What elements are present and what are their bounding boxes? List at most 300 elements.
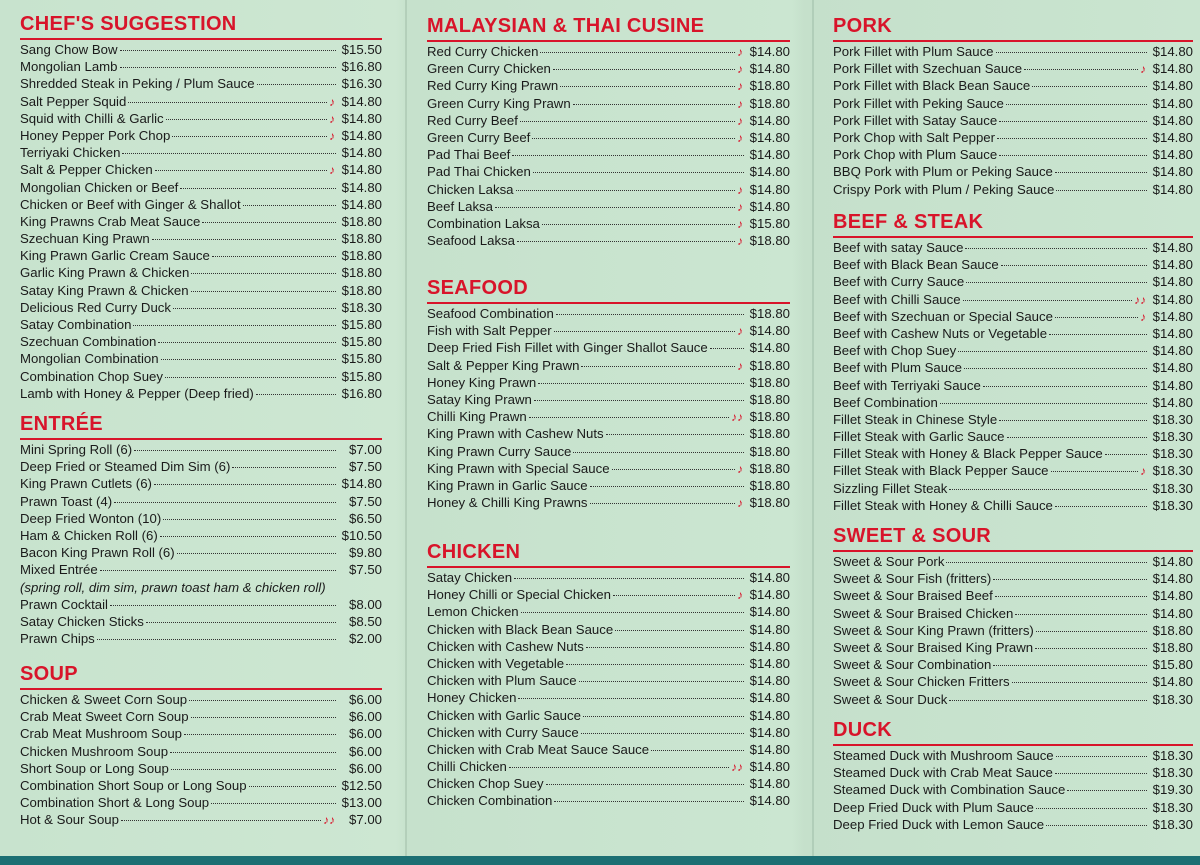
menu-item-price: $14.80 [1152, 164, 1193, 180]
menu-item-name: Satay Chicken Sticks [20, 613, 144, 629]
menu-item [427, 603, 790, 620]
menu-item [427, 569, 790, 586]
menu-item-price: $14.80 [1152, 147, 1193, 163]
section-divider [833, 236, 1193, 238]
menu-item-price: $8.00 [348, 596, 382, 612]
chili-icon: ♪ [737, 199, 743, 214]
menu-item [427, 477, 790, 494]
menu-item [833, 747, 1193, 764]
menu-item-name: Chicken Combination [427, 793, 553, 809]
dot-leader [554, 330, 735, 332]
dot-leader [710, 347, 744, 349]
menu-item-price: $18.80 [749, 233, 790, 249]
dot-leader [152, 238, 336, 240]
dot-leader [606, 433, 744, 435]
menu-item-price: $14.80 [749, 724, 790, 740]
menu-item-price: $14.80 [749, 147, 790, 163]
menu-item [427, 391, 790, 408]
menu-item [833, 781, 1193, 798]
menu-item-price: $6.00 [348, 743, 382, 759]
dot-leader [532, 137, 735, 139]
section-chicken [427, 540, 790, 810]
dot-leader [1105, 453, 1147, 455]
menu-item-name: Mixed Entrée [20, 562, 98, 578]
menu-item-price: $2.00 [348, 631, 382, 647]
dot-leader [189, 699, 336, 701]
menu-item-name: Pork Fillet with Peking Sauce [833, 95, 1004, 111]
menu-item-price: $14.80 [749, 776, 790, 792]
menu-item [20, 110, 382, 127]
chili-icon: ♪♪ [731, 760, 743, 775]
dot-leader [1006, 103, 1147, 105]
dot-leader [514, 577, 744, 579]
menu-item-price: $19.30 [1152, 782, 1193, 798]
dot-leader [1012, 681, 1147, 683]
dot-leader [1055, 505, 1147, 507]
chili-icon: ♪ [737, 234, 743, 249]
menu-item-name: Honey Pepper Pork Chop [20, 127, 171, 143]
menu-item-name: King Prawn with Cashew Nuts [427, 426, 604, 442]
dot-leader [165, 376, 336, 378]
dot-leader [509, 766, 729, 768]
menu-item-name: Sweet & Sour Chicken Fritters [833, 674, 1010, 690]
dot-leader [999, 120, 1147, 122]
menu-item [20, 510, 382, 527]
menu-item-name: Chicken with Plum Sauce [427, 673, 577, 689]
menu-item-price: $18.30 [1152, 691, 1193, 707]
menu-item-name: Combination Short Soup or Long Soup [20, 777, 247, 793]
dot-leader [170, 751, 336, 753]
menu-item-price: $14.80 [1152, 343, 1193, 359]
dot-leader [161, 358, 336, 360]
menu-item-name: Beef Laksa [427, 198, 493, 214]
menu-item-price: $14.80 [749, 129, 790, 145]
menu-item [427, 43, 790, 60]
menu-item [833, 497, 1193, 514]
section-divider [427, 40, 790, 42]
menu-item-name: Seafood Laksa [427, 233, 515, 249]
menu-item [427, 724, 790, 741]
dot-leader [166, 118, 327, 120]
dot-leader [573, 451, 744, 453]
menu-item-name: King Prawn Curry Sauce [427, 443, 572, 459]
chili-icon: ♪ [737, 588, 743, 603]
menu-item-price: $14.80 [749, 741, 790, 757]
menu-item-name: Chilli Chicken [427, 759, 507, 775]
dot-leader [533, 171, 744, 173]
menu-item-name: Red Curry King Prawn [427, 78, 559, 94]
menu-item [833, 181, 1193, 198]
dot-leader [586, 646, 744, 648]
menu-item [427, 460, 790, 477]
section-divider [20, 688, 382, 690]
menu-item [20, 93, 382, 110]
chili-icon: ♪ [737, 113, 743, 128]
dot-leader [121, 819, 321, 821]
menu-item-price: $14.80 [749, 570, 790, 585]
menu-item-name: Green Curry Beef [427, 129, 531, 145]
menu-item [20, 794, 382, 811]
menu-item [20, 760, 382, 777]
menu-item [427, 621, 790, 638]
chili-icon: ♪ [737, 496, 743, 511]
dot-leader [949, 488, 1147, 490]
menu-item-price: $14.80 [341, 196, 382, 212]
menu-item-price: $7.50 [348, 493, 382, 509]
menu-item-price: $15.80 [341, 368, 382, 384]
menu-item-name: Pork Fillet with Black Bean Sauce [833, 78, 1031, 94]
section-title: SEAFOOD [427, 277, 528, 299]
dot-leader [1056, 755, 1147, 757]
menu-item-price: $18.30 [1152, 429, 1193, 445]
menu-item-name: Chicken with Curry Sauce [427, 724, 579, 740]
section-beef-steak [833, 210, 1193, 514]
menu-item [20, 743, 382, 760]
menu-item [833, 411, 1193, 428]
dot-leader [516, 189, 736, 191]
menu-item-name: Sweet & Sour King Prawn (fritters) [833, 622, 1034, 638]
page-bottom-edge [0, 856, 1200, 865]
menu-item-name: Szechuan King Prawn [20, 231, 150, 247]
menu-item [20, 196, 382, 213]
menu-item-name: Beef with Szechuan or Special Sauce [833, 308, 1053, 324]
menu-item [20, 777, 382, 794]
dot-leader [158, 341, 336, 343]
dot-leader [122, 152, 336, 154]
menu-item-price: $14.80 [749, 340, 790, 356]
menu-item-name: Deep Fried or Steamed Dim Sim (6) [20, 459, 231, 475]
section-malaysian-thai [427, 14, 790, 249]
dot-leader [538, 382, 744, 384]
chili-icon: ♪ [737, 182, 743, 197]
menu-item-name: Lamb with Honey & Pepper (Deep fried) [20, 385, 254, 401]
dot-leader [173, 307, 336, 309]
menu-item [427, 408, 790, 425]
menu-item-name: Pork Chop with Plum Sauce [833, 147, 998, 163]
menu-item-name: Sweet & Sour Fish (fritters) [833, 571, 992, 587]
menu-item-price: $14.80 [1152, 360, 1193, 376]
section-duck [833, 718, 1193, 833]
dot-leader [581, 732, 744, 734]
menu-item [20, 561, 382, 578]
chili-icon: ♪ [737, 130, 743, 145]
menu-item-name: Crab Meat Mushroom Soup [20, 726, 182, 742]
menu-item-price: $7.00 [348, 812, 382, 828]
chili-icon: ♪ [737, 358, 743, 373]
menu-item [20, 596, 382, 613]
menu-item [833, 95, 1193, 112]
menu-item [833, 622, 1193, 639]
menu-item-name: Salt & Pepper Chicken [20, 162, 153, 178]
menu-item [20, 725, 382, 742]
menu-item-name: Pad Thai Beef [427, 147, 511, 163]
menu-item [833, 462, 1193, 479]
menu-item-name: Sweet & Sour Braised Chicken [833, 605, 1014, 621]
dot-leader [993, 578, 1147, 580]
menu-item-price: $18.30 [341, 299, 382, 315]
dot-leader [949, 699, 1147, 701]
dot-leader [996, 51, 1147, 53]
menu-item-name: Chicken with Crab Meat Sauce Sauce [427, 741, 650, 757]
menu-item [427, 758, 790, 775]
menu-item [20, 368, 382, 385]
menu-item-name: Beef with Chilli Sauce [833, 291, 961, 307]
menu-item-price: $18.30 [1152, 446, 1193, 462]
menu-item-name: Pork Fillet with Szechuan Sauce [833, 61, 1023, 77]
section-divider [833, 40, 1193, 42]
dot-leader [171, 768, 336, 770]
menu-item-name: Sang Chow Bow [20, 42, 118, 57]
menu-item [833, 570, 1193, 587]
menu-item-name: Combination Laksa [427, 215, 540, 231]
menu-item-price: $14.80 [1152, 129, 1193, 145]
dot-leader [512, 154, 744, 156]
menu-item-price: $18.80 [749, 357, 790, 373]
menu-item-name: Pad Thai Chicken [427, 164, 531, 180]
menu-item-price: $18.80 [341, 213, 382, 229]
menu-item [20, 385, 382, 402]
menu-item [427, 775, 790, 792]
menu-item-name: Combination Short & Long Soup [20, 795, 210, 811]
menu-item [20, 475, 382, 492]
section-title: BEEF & STEAK [833, 211, 984, 233]
dot-leader [993, 664, 1147, 666]
menu-item-price: $14.80 [1152, 61, 1193, 77]
dot-leader [1067, 789, 1147, 791]
menu-item [427, 374, 790, 391]
menu-item-name: Chicken & Sweet Corn Soup [20, 692, 188, 707]
menu-item-name: Mongolian Combination [20, 351, 159, 367]
menu-item [427, 586, 790, 603]
menu-item-price: $16.80 [341, 59, 382, 75]
menu-item [20, 316, 382, 333]
menu-item-price: $14.80 [749, 759, 790, 775]
dot-leader [964, 367, 1147, 369]
menu-item-name: Beef with Cashew Nuts or Vegetable [833, 325, 1048, 341]
chili-icon: ♪ [1140, 309, 1146, 324]
dot-leader [615, 629, 744, 631]
menu-item-name: Fillet Steak with Black Pepper Sauce [833, 463, 1049, 479]
menu-item-price: $14.80 [749, 112, 790, 128]
section-chefs-suggestion [20, 12, 382, 402]
menu-item-price: $14.80 [1152, 674, 1193, 690]
chili-icon: ♪ [329, 94, 335, 109]
menu-item [20, 230, 382, 247]
menu-item [20, 630, 382, 647]
menu-item-name: King Prawn Cutlets (6) [20, 476, 152, 492]
dot-leader [256, 393, 336, 395]
menu-item [833, 799, 1193, 816]
menu-item-name: Short Soup or Long Soup [20, 760, 169, 776]
menu-item [833, 77, 1193, 94]
dot-leader [120, 49, 337, 51]
menu-item-name: Satay King Prawn & Chicken [20, 282, 189, 298]
menu-item [833, 146, 1193, 163]
menu-item [833, 656, 1193, 673]
menu-item [427, 443, 790, 460]
menu-item-name: Red Curry Chicken [427, 44, 539, 59]
dot-leader [155, 169, 327, 171]
menu-item-price: $18.80 [1152, 622, 1193, 638]
menu-item-name: Squid with Chilli & Garlic [20, 110, 164, 126]
menu-item [20, 58, 382, 75]
dot-leader [983, 385, 1147, 387]
dot-leader [553, 68, 735, 70]
menu-item-price: $18.80 [341, 282, 382, 298]
menu-item [833, 587, 1193, 604]
menu-item-name: Beef with Chop Suey [833, 343, 957, 359]
menu-item [833, 291, 1193, 308]
section-title: CHEF'S SUGGESTION [20, 13, 237, 35]
section-seafood [427, 276, 790, 511]
menu-item-price: $14.80 [341, 110, 382, 126]
menu-item [20, 299, 382, 316]
menu-item-price: $14.80 [1152, 325, 1193, 341]
chili-icon: ♪ [737, 216, 743, 231]
menu-item-price: $6.00 [348, 760, 382, 776]
menu-item-name: Beef with Black Bean Sauce [833, 257, 999, 273]
dot-leader [134, 449, 336, 451]
menu-item-name: Honey King Prawn [427, 374, 537, 390]
dot-leader [114, 501, 336, 503]
dot-leader [1015, 613, 1147, 615]
menu-item-name: Satay Combination [20, 317, 132, 332]
menu-item-name: Crispy Pork with Plum / Peking Sauce [833, 181, 1055, 197]
section-divider [20, 38, 382, 40]
menu-item-name: Bacon King Prawn Roll (6) [20, 545, 175, 561]
menu-item-price: $18.80 [341, 265, 382, 281]
menu-item-name: Combination Chop Suey [20, 368, 163, 384]
menu-item-name: Pork Chop with Salt Pepper [833, 129, 995, 145]
dot-leader [1046, 824, 1147, 826]
menu-item-name: Salt Pepper Squid [20, 93, 127, 109]
dot-leader [1032, 85, 1147, 87]
dot-leader [212, 255, 336, 257]
menu-item [427, 129, 790, 146]
menu-item-name: Satay Chicken [427, 570, 513, 585]
dot-leader [1056, 189, 1147, 191]
menu-item [427, 322, 790, 339]
menu-item [833, 163, 1193, 180]
menu-item-price: $14.80 [1152, 257, 1193, 273]
menu-item-name: Terriyaki Chicken [20, 145, 121, 161]
menu-item-price: $12.50 [341, 777, 382, 793]
menu-item-price: $14.80 [749, 323, 790, 339]
section-divider [833, 550, 1193, 552]
dot-leader [940, 402, 1147, 404]
menu-item [427, 163, 790, 180]
dot-leader [257, 83, 336, 85]
section-title: SOUP [20, 663, 78, 685]
menu-item [427, 357, 790, 374]
menu-item-price: $18.80 [1152, 639, 1193, 655]
chili-icon: ♪ [737, 79, 743, 94]
menu-item [427, 215, 790, 232]
dot-leader [651, 749, 744, 751]
menu-item-name: Deep Fried Duck with Lemon Sauce [833, 816, 1045, 832]
menu-item [833, 273, 1193, 290]
menu-item-price: $18.80 [749, 78, 790, 94]
menu-item-name: Beef with Terriyaki Sauce [833, 377, 981, 393]
menu-item-price: $18.30 [1152, 480, 1193, 496]
menu-item [20, 350, 382, 367]
menu-item [20, 144, 382, 161]
dot-leader [146, 621, 336, 623]
menu-item-name: Chicken with Vegetable [427, 655, 565, 671]
dot-leader [1055, 316, 1138, 318]
menu-item [833, 43, 1193, 60]
menu-item-name: Chicken Chop Suey [427, 776, 544, 792]
menu-item-name: Fillet Steak with Honey & Black Pepper Sauce [833, 446, 1103, 462]
menu-item-name: Crab Meat Sweet Corn Soup [20, 709, 189, 725]
menu-item-price: $14.80 [749, 690, 790, 706]
menu-item-name: Mongolian Lamb [20, 59, 118, 75]
menu-item-price: $14.80 [1152, 571, 1193, 587]
menu-item [833, 691, 1193, 708]
menu-item [833, 359, 1193, 376]
chili-icon: ♪ [329, 163, 335, 178]
menu-item [833, 129, 1193, 146]
dot-leader [965, 247, 1147, 249]
chili-icon: ♪ [1140, 62, 1146, 77]
menu-item-price: $7.00 [348, 442, 382, 457]
dot-leader [1051, 470, 1138, 472]
menu-item-price: $18.80 [749, 374, 790, 390]
menu-item-name: King Prawn with Special Sauce [427, 460, 610, 476]
chili-icon: ♪ [737, 324, 743, 339]
menu-item-price: $10.50 [341, 527, 382, 543]
menu-item-name: Pork Fillet with Satay Sauce [833, 112, 998, 128]
chili-icon: ♪ [1140, 464, 1146, 479]
menu-item-price: $14.80 [749, 707, 790, 723]
menu-item [427, 339, 790, 356]
menu-item [833, 480, 1193, 497]
menu-item [427, 60, 790, 77]
menu-item [833, 639, 1193, 656]
chili-icon: ♪ [737, 62, 743, 77]
chili-icon: ♪♪ [323, 813, 335, 828]
menu-item-price: $14.80 [1152, 181, 1193, 197]
dot-leader [590, 485, 744, 487]
menu-item [20, 179, 382, 196]
menu-item [427, 655, 790, 672]
menu-item-name: Deep Fried Wonton (10) [20, 510, 162, 526]
dot-leader [556, 313, 744, 315]
menu-item [427, 181, 790, 198]
menu-item-price: $6.00 [348, 709, 382, 725]
dot-leader [211, 802, 336, 804]
menu-item-price: $14.80 [749, 44, 790, 59]
menu-item-price: $14.80 [1152, 112, 1193, 128]
chili-icon: ♪ [737, 45, 743, 59]
dot-leader [1036, 807, 1147, 809]
menu-item-price: $14.80 [341, 162, 382, 178]
menu-item-price: $18.30 [1152, 748, 1193, 763]
menu-item-name: Shredded Steak in Peking / Plum Sauce [20, 76, 255, 92]
menu-item-price: $14.80 [341, 127, 382, 143]
menu-item-price: $14.80 [749, 198, 790, 214]
menu-item-price: $14.80 [749, 587, 790, 603]
menu-item [20, 493, 382, 510]
menu-item [427, 494, 790, 511]
menu-item-name: Steamed Duck with Combination Sauce [833, 782, 1066, 798]
menu-item-price: $14.80 [1152, 240, 1193, 255]
menu-item-name: Deep Fried Fish Fillet with Ginger Shallot Sauce [427, 340, 708, 356]
menu-item-name: Delicious Red Curry Duck [20, 299, 171, 315]
dot-leader [590, 502, 735, 504]
menu-item-price: $18.80 [749, 306, 790, 321]
dot-leader [554, 800, 744, 802]
